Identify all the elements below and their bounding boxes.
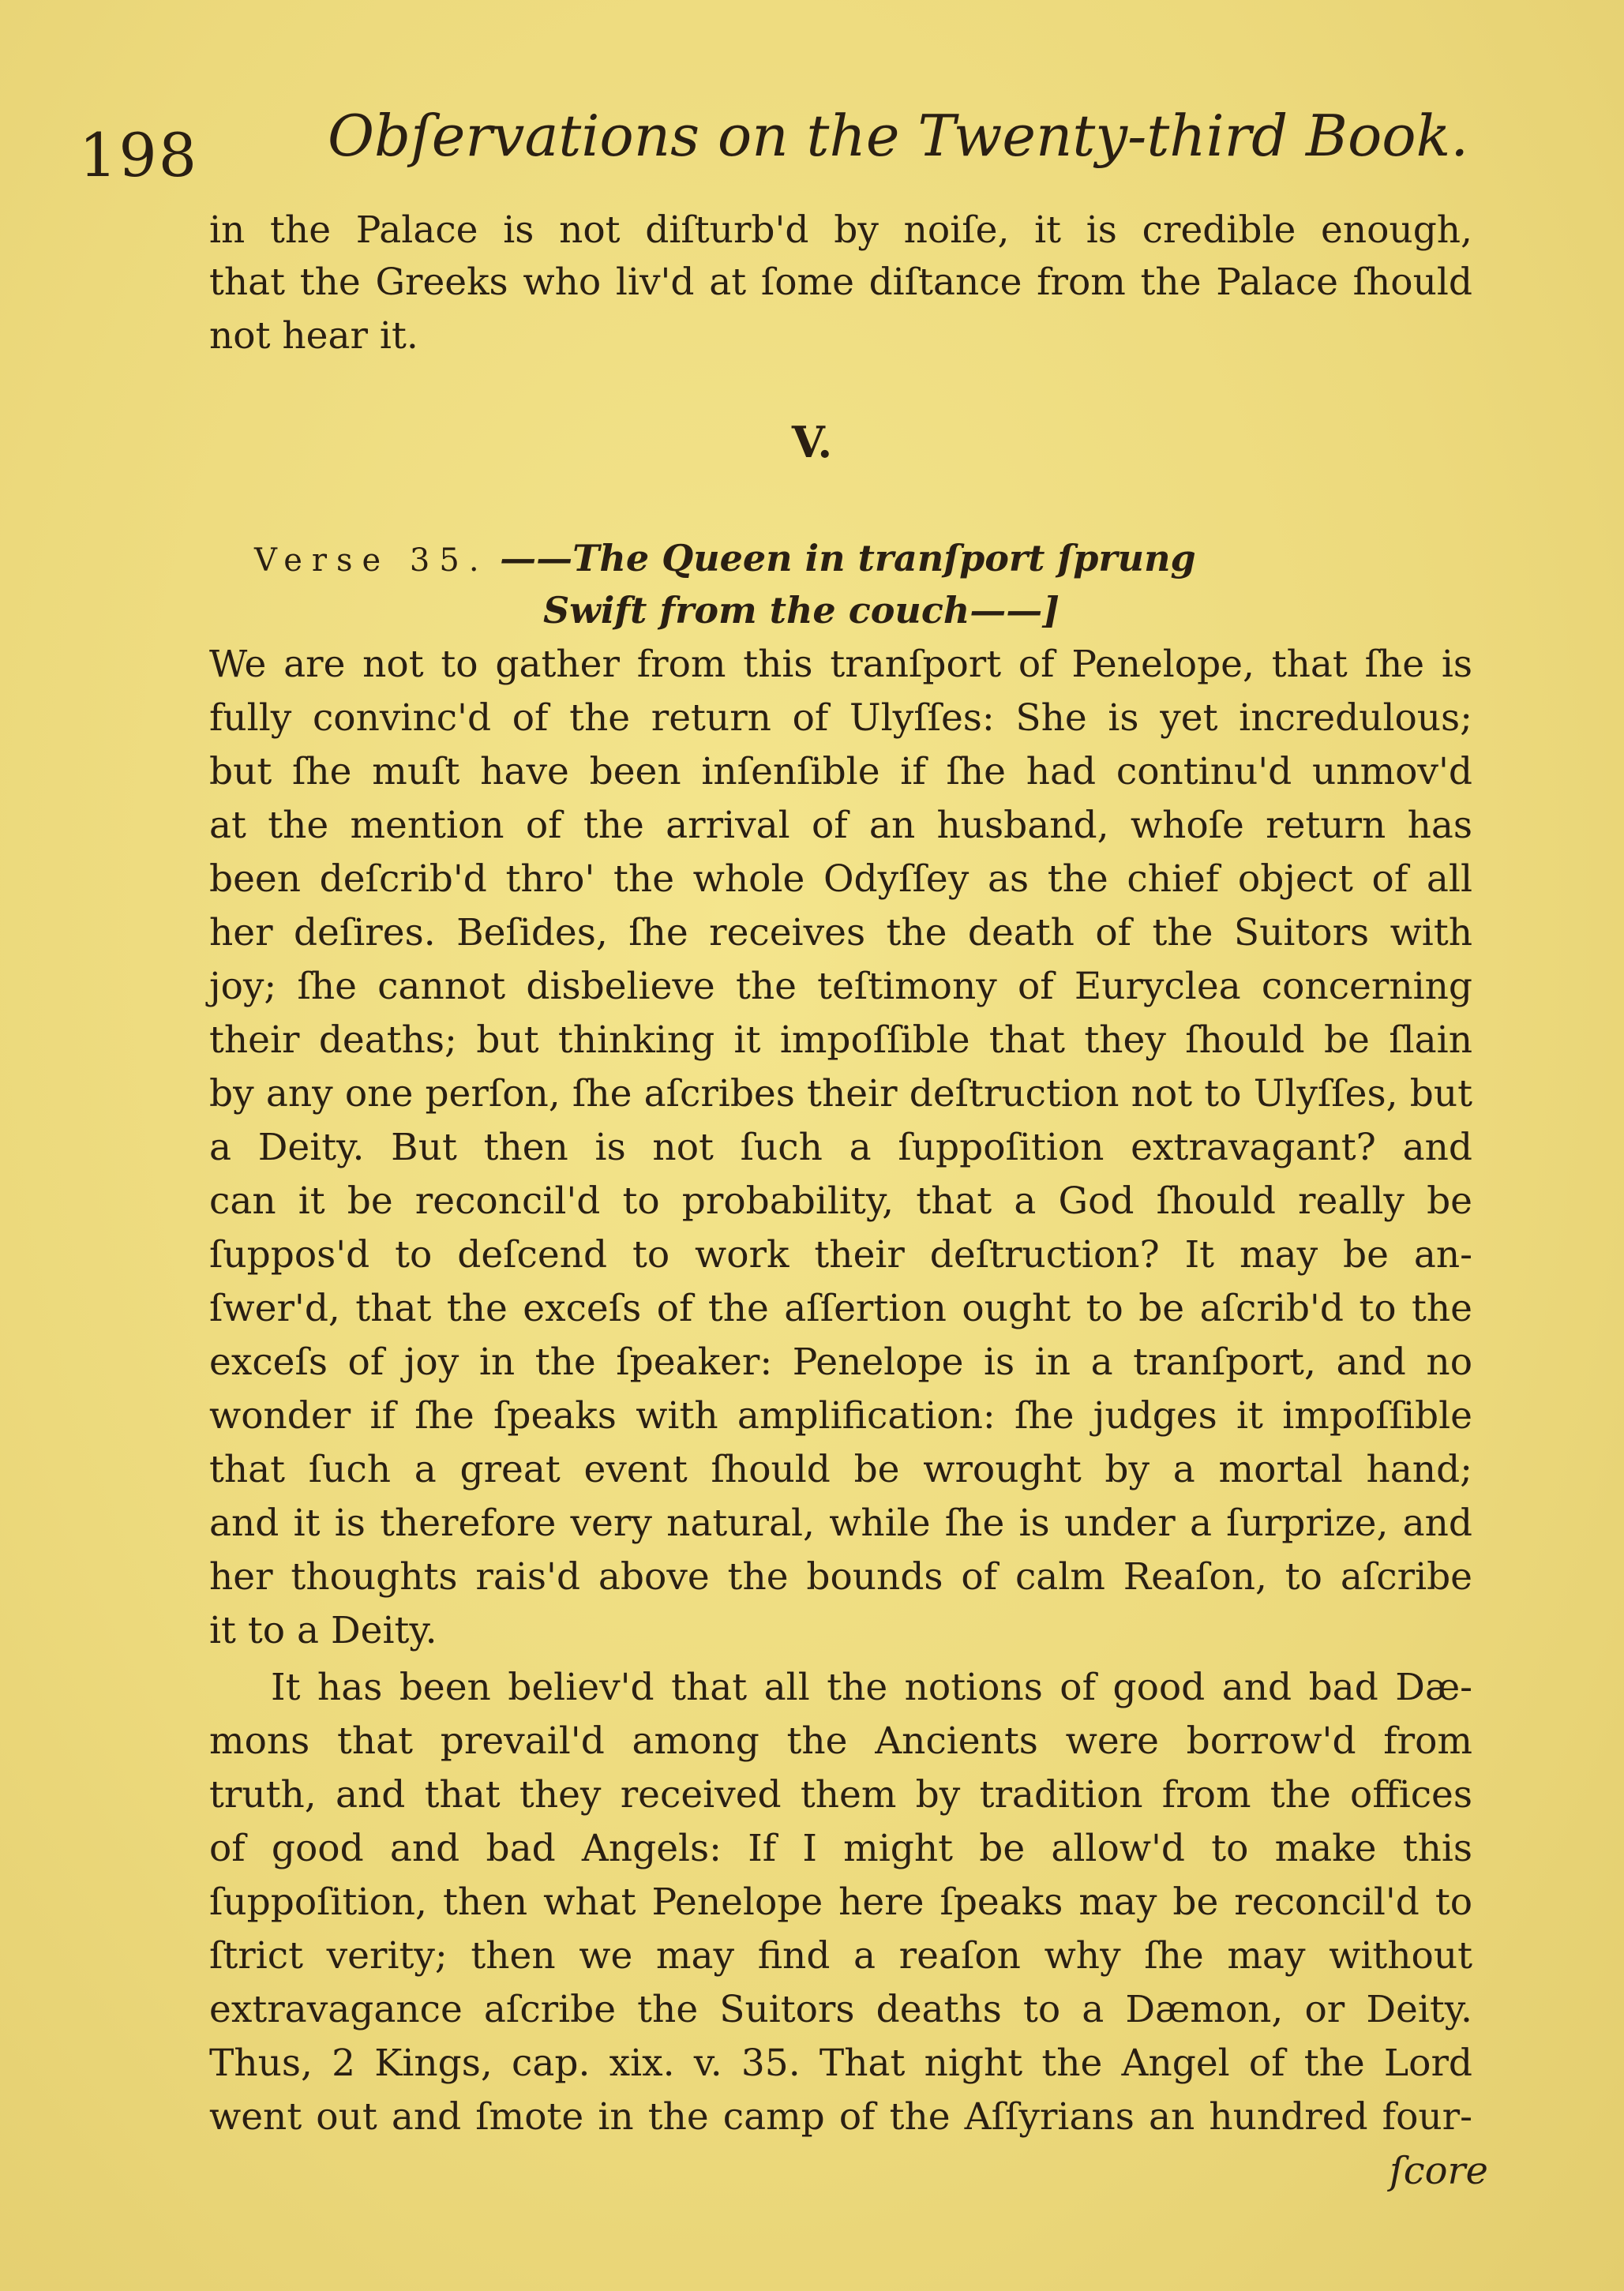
verse-quote-line-2: Swift from the couch——] <box>543 589 1060 632</box>
text-line: of good and bad Angels: If I might be allow'd to make this <box>209 1827 1472 1870</box>
text-line: ſtrict verity; then we may find a reaſon why ſhe may without <box>209 1934 1472 1978</box>
text-line: Thus, 2 Kings, cap. xix. v. 35. That night the Angel of the Lord <box>209 2042 1472 2085</box>
verse-heading <box>254 537 1196 579</box>
text-line: ſuppos'd to deſcend to work their deſtruction? It may be an- <box>209 1233 1472 1277</box>
text-line: wonder if ſhe ſpeaks with amplification: ſhe judges it impoſſible <box>209 1394 1472 1438</box>
section-number: V. <box>791 417 833 467</box>
page-header <box>79 103 1469 190</box>
verse-heading-cont <box>543 589 1060 632</box>
text-line: and it is therefore very natural, while ſhe is under a ſurprize, and <box>209 1502 1472 1545</box>
text-line: extravagance aſcribe the Suitors deaths to a Dæmon, or Deity. <box>209 1988 1472 2031</box>
text-line: mons that prevail'd among the Ancients were borrow'd from <box>209 1719 1472 1763</box>
verse-quote-line-1: ——The Queen in tranſport ſprung <box>500 537 1196 579</box>
text-line: ſwer'd, that the exceſs of the aſſertion ought to be aſcrib'd to the <box>209 1287 1472 1330</box>
text-line: truth, and that they received them by tradition from the offices <box>209 1773 1472 1817</box>
text-line: but ſhe muſt have been inſenſible if ſhe had continu'd unmov'd <box>209 750 1472 793</box>
text-line: ſuppoſition, then what Penelope here ſpeaks may be reconcil'd to <box>209 1880 1472 1924</box>
text-line: fully convinc'd of the return of Ulyſſes: She is yet incredulous; <box>209 696 1472 740</box>
text-line: her deſires. Beſides, ſhe receives the death of the Suitors with <box>209 911 1472 954</box>
text-line: exceſs of joy in the ſpeaker: Penelope is in a tranſport, and no <box>209 1340 1472 1384</box>
text-line: been deſcrib'd thro' the whole Odyſſey as the chief object of all <box>209 857 1472 901</box>
running-head: Obſervations on the Twenty-third Book. <box>328 103 1469 169</box>
text-line: it to a Deity. <box>209 1609 437 1652</box>
text-line: We are not to gather from this tranſport of Penelope, that ſhe is <box>209 643 1472 686</box>
text-line: in the Palace is not diſturb'd by noiſe, it is credible enough, <box>209 208 1472 252</box>
page-number: 198 <box>79 120 199 190</box>
text-line: their deaths; but thinking it impoſſible that they ſhould be ſlain <box>209 1018 1472 1062</box>
text-line: went out and ſmote in the camp of the Aſſyrians an hundred four- <box>209 2095 1472 2139</box>
text-line: not hear it. <box>209 314 418 358</box>
text-line: that ſuch a great event ſhould be wrought by a mortal hand; <box>209 1448 1472 1491</box>
text-line: It has been believ'd that all the notions of good and bad Dæ- <box>271 1666 1472 1709</box>
text-line: that the Greeks who liv'd at ſome diſtance from the Palace ſhould <box>209 261 1472 304</box>
verse-label: Verse 35. <box>254 542 489 579</box>
text-line: by any one perſon, ſhe aſcribes their deſtruction not to Ulyſſes, but <box>209 1072 1472 1116</box>
text-line: a Deity. But then is not ſuch a ſuppoſition extravagant? and <box>209 1126 1472 1169</box>
text-line: her thoughts rais'd above the bounds of calm Reaſon, to aſcribe <box>209 1555 1472 1599</box>
text-line: joy; ſhe cannot disbelieve the teſtimony of Euryclea concerning <box>209 965 1472 1008</box>
text-line: at the mention of the arrival of an husband, whoſe return has <box>209 804 1472 847</box>
catchword: ſcore <box>1390 2149 1488 2193</box>
text-line: can it be reconcil'd to probability, that a God ſhould really be <box>209 1179 1472 1223</box>
